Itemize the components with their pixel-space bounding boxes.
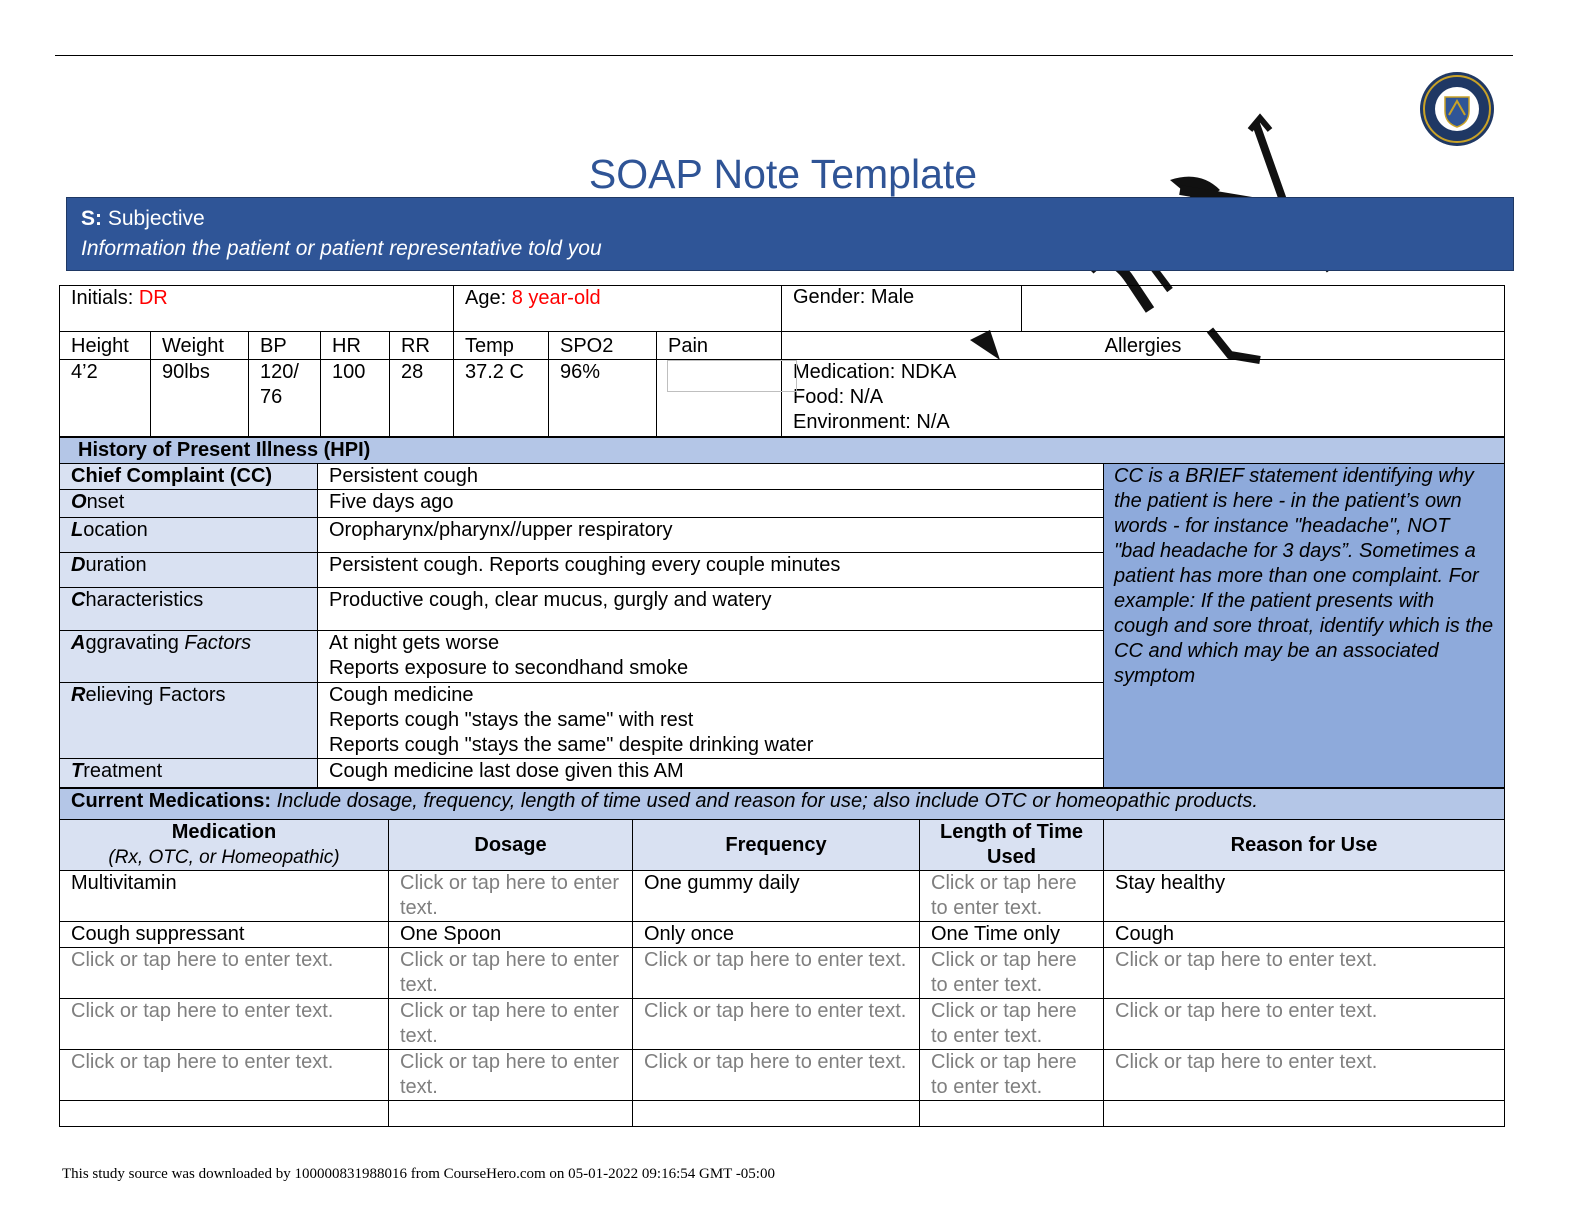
banner-prefix: S: bbox=[81, 207, 102, 230]
hpi-table bbox=[59, 437, 1505, 788]
hr-header: HR bbox=[321, 332, 390, 360]
weight-header: Weight bbox=[151, 332, 249, 360]
medications-table bbox=[59, 788, 1505, 1127]
bp-line2: 76 bbox=[260, 386, 283, 408]
height-header: Height bbox=[60, 332, 151, 360]
aggravating-line: At night gets worse bbox=[329, 632, 500, 654]
reason-cell[interactable]: Cough bbox=[1104, 922, 1505, 948]
characteristics-value[interactable]: Productive cough, clear mucus, gurgly and watery bbox=[318, 588, 1104, 631]
age-value: 8 year-old bbox=[511, 287, 601, 309]
allergies-header: Allergies bbox=[782, 332, 1505, 360]
aggravating-line: Reports exposure to secondhand smoke bbox=[329, 657, 689, 679]
frequency-cell[interactable]: Click or tap here to enter text. bbox=[633, 999, 920, 1050]
reason-cell[interactable] bbox=[1104, 1101, 1505, 1127]
pain-header: Pain bbox=[657, 332, 782, 360]
dosage-cell[interactable]: Click or tap here to enter text. bbox=[389, 1050, 633, 1101]
dosage-cell[interactable]: Click or tap here to enter text. bbox=[389, 948, 633, 999]
location-label: Location bbox=[60, 518, 318, 553]
location-value[interactable]: Oropharynx/pharynx//upper respiratory bbox=[318, 518, 1104, 553]
frequency-cell[interactable]: One gummy daily bbox=[633, 871, 920, 922]
dosage-cell[interactable] bbox=[389, 1101, 633, 1127]
table-row bbox=[60, 999, 1505, 1050]
reason-cell[interactable]: Click or tap here to enter text. bbox=[1104, 999, 1505, 1050]
allergy-environment: Environment: N/A bbox=[793, 411, 950, 433]
hr-value[interactable]: 100 bbox=[321, 360, 390, 437]
age-cell[interactable] bbox=[454, 286, 782, 332]
table-row bbox=[60, 1050, 1505, 1101]
subjective-banner bbox=[66, 197, 1514, 271]
rr-header: RR bbox=[390, 332, 454, 360]
gender-cell[interactable] bbox=[782, 286, 1505, 332]
temp-value[interactable]: 37.2 C bbox=[454, 360, 549, 437]
medications-heading: Current Medications: Include dosage, frequency, length of time used and reason for use; also include OTC or homeopathic products. bbox=[60, 789, 1505, 820]
dosage-cell[interactable]: One Spoon bbox=[389, 922, 633, 948]
length-cell[interactable]: One Time only bbox=[920, 922, 1104, 948]
relieving-line: Reports cough "stays the same" despite drinking water bbox=[329, 734, 814, 756]
medication-cell[interactable]: Multivitamin bbox=[60, 871, 389, 922]
allergies-value[interactable] bbox=[782, 360, 1505, 437]
allergy-medication: Medication: NDKA bbox=[793, 361, 957, 383]
university-seal-icon bbox=[1419, 71, 1495, 147]
frequency-cell[interactable]: Click or tap here to enter text. bbox=[633, 1050, 920, 1101]
relieving-line: Cough medicine bbox=[329, 684, 474, 706]
height-value[interactable]: 4’2 bbox=[60, 360, 151, 437]
characteristics-label: Characteristics bbox=[60, 588, 318, 631]
page-title: SOAP Note Template bbox=[588, 151, 978, 197]
download-footer: This study source was downloaded by 100000831988016 from CourseHero.com on 05-01-2022 09:16:54 GMT -05:00 bbox=[62, 1166, 775, 1182]
frequency-col-header: Frequency bbox=[633, 820, 920, 871]
frequency-cell[interactable]: Only once bbox=[633, 922, 920, 948]
initials-cell[interactable] bbox=[60, 286, 454, 332]
reason-cell[interactable]: Click or tap here to enter text. bbox=[1104, 948, 1505, 999]
medication-cell[interactable]: Cough suppressant bbox=[60, 922, 389, 948]
treatment-value[interactable]: Cough medicine last dose given this AM bbox=[318, 759, 1104, 788]
cc-label: Chief Complaint (CC) bbox=[60, 464, 318, 490]
weight-value[interactable]: 90lbs bbox=[151, 360, 249, 437]
cc-guidance-note: CC is a BRIEF statement identifying why the patient is here - in the patient’s own words - for instance "headache", NOT "bad headache for 3 days”. Sometimes a patient has more than one complaint. For example: If the patient presents with cough and sore throat, identify which is the CC and which may be an associated symptom bbox=[1104, 464, 1505, 788]
bp-value[interactable] bbox=[249, 360, 321, 437]
age-label: Age: bbox=[465, 287, 512, 309]
medication-cell[interactable] bbox=[60, 1101, 389, 1127]
cc-value[interactable]: Persistent cough bbox=[318, 464, 1104, 490]
aggravating-label: Aggravating Factors bbox=[60, 631, 318, 683]
bp-header: BP bbox=[249, 332, 321, 360]
medication-cell[interactable]: Click or tap here to enter text. bbox=[60, 1050, 389, 1101]
duration-value[interactable]: Persistent cough. Reports coughing every couple minutes bbox=[318, 553, 1104, 588]
hpi-heading: History of Present Illness (HPI) bbox=[60, 438, 1505, 464]
banner-subtitle: Information the patient or patient representative told you bbox=[81, 237, 602, 260]
length-col-header: Length of Time Used bbox=[920, 820, 1104, 871]
gender-value: Male bbox=[870, 286, 915, 308]
dosage-cell[interactable]: Click or tap here to enter text. bbox=[389, 999, 633, 1050]
medication-cell[interactable]: Click or tap here to enter text. bbox=[60, 948, 389, 999]
pain-input-box[interactable] bbox=[667, 360, 797, 392]
length-cell[interactable]: Click or tap here to enter text. bbox=[920, 999, 1104, 1050]
initials-value: DR bbox=[138, 287, 168, 309]
allergy-food: Food: N/A bbox=[793, 386, 884, 408]
duration-label: Duration bbox=[60, 553, 318, 588]
table-row bbox=[60, 922, 1505, 948]
spo2-value[interactable]: 96% bbox=[549, 360, 657, 437]
table-row-empty bbox=[60, 1101, 1505, 1127]
length-cell[interactable]: Click or tap here to enter text. bbox=[920, 948, 1104, 999]
treatment-label: Treatment bbox=[60, 759, 318, 788]
banner-heading: Subjective bbox=[107, 207, 205, 230]
temp-header: Temp bbox=[454, 332, 549, 360]
reason-col-header: Reason for Use bbox=[1104, 820, 1505, 871]
initials-label: Initials: bbox=[71, 287, 139, 309]
reason-cell[interactable]: Stay healthy bbox=[1104, 871, 1505, 922]
dosage-col-header: Dosage bbox=[389, 820, 633, 871]
gender-label: Gender: bbox=[793, 286, 871, 308]
onset-label: Onset bbox=[60, 490, 318, 518]
length-cell[interactable]: Click or tap here to enter text. bbox=[920, 871, 1104, 922]
spo2-header: SPO2 bbox=[549, 332, 657, 360]
onset-value[interactable]: Five days ago bbox=[318, 490, 1104, 518]
frequency-cell[interactable] bbox=[633, 1101, 920, 1127]
relieving-line: Reports cough "stays the same" with rest bbox=[329, 709, 694, 731]
aggravating-value[interactable] bbox=[318, 631, 1104, 683]
table-row bbox=[60, 948, 1505, 999]
dosage-cell[interactable]: Click or tap here to enter text. bbox=[389, 871, 633, 922]
medication-cell[interactable]: Click or tap here to enter text. bbox=[60, 999, 389, 1050]
table-row bbox=[60, 871, 1505, 922]
medication-col-header: Medication (Rx, OTC, or Homeopathic) bbox=[60, 820, 389, 871]
top-rule bbox=[55, 55, 1513, 56]
rr-value[interactable]: 28 bbox=[390, 360, 454, 437]
reason-cell[interactable]: Click or tap here to enter text. bbox=[1104, 1050, 1505, 1101]
bp-line1: 120/ bbox=[260, 361, 299, 383]
frequency-cell[interactable]: Click or tap here to enter text. bbox=[633, 948, 920, 999]
length-cell[interactable]: Click or tap here to enter text. bbox=[920, 1050, 1104, 1101]
relieving-label: Relieving Factors bbox=[60, 683, 318, 759]
length-cell[interactable] bbox=[920, 1101, 1104, 1127]
relieving-value[interactable] bbox=[318, 683, 1104, 759]
